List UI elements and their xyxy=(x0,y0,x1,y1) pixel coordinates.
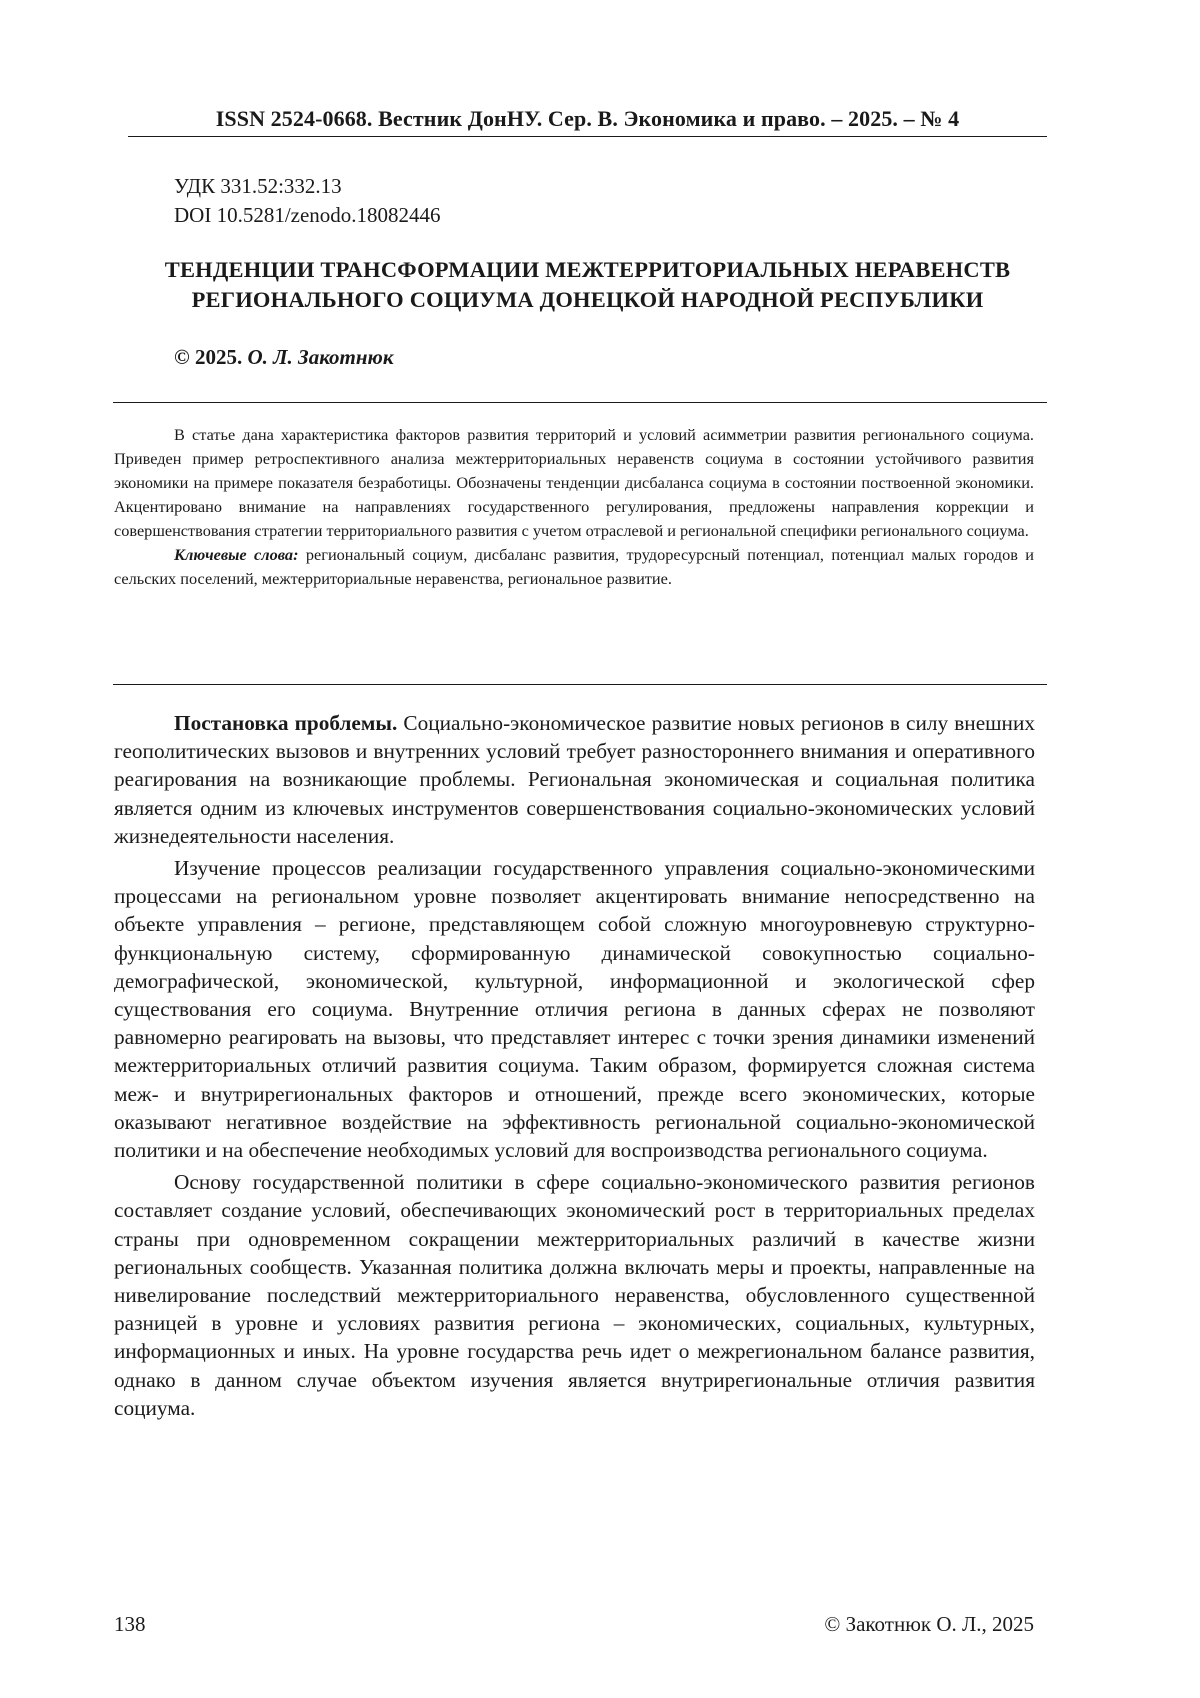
footer-copyright: © Закотнюк О. Л., 2025 xyxy=(824,1612,1034,1636)
paragraph-3: Основу государственной политики в сфере социально-экономического развития регионов составляет создание условий, обеспечивающих экономический рост в территориальных пределах страны при одновременном сокращении межтерриториальных различий в качестве жизни региональных сообществ. Указанная политика должна включать меры и проекты, направленные на нивелирование последствий межтерриториального неравенства, обусловленного существенной разницей в уровне и условиях развития региона – экономических, социальных, культурных, информационных и иных. На уровне государства речь идет о межрегиональном балансе развития, однако в данном случае объектом изучения является внутрирегиональные отличия развития социума. xyxy=(114,1170,1035,1420)
abstract-bottom-divider xyxy=(113,684,1047,685)
byline xyxy=(174,343,394,371)
abstract xyxy=(114,423,1034,591)
keywords xyxy=(114,543,1034,591)
keywords-list: региональный социум, дисбаланс развития, трудоресурсный потенциал, потенциал малых городов и сельских поселений, межтерриториальные неравенства, региональное развитие. xyxy=(114,545,1035,588)
abstract-top-divider xyxy=(113,402,1047,403)
article-body xyxy=(114,709,1035,1426)
running-header: ISSN 2524-0668. Вестник ДонНУ. Сер. В. Экономика и право. – 2025. – № 4 xyxy=(128,106,1047,137)
copyright-year: © 2025. xyxy=(174,345,243,369)
article-title-line-2: РЕГИОНАЛЬНОГО СОЦИУМА ДОНЕЦКОЙ НАРОДНОЙ РЕСПУБЛИКИ xyxy=(191,287,984,312)
author-name: О. Л. Закотнюк xyxy=(247,345,394,369)
page-number: 138 xyxy=(114,1612,146,1636)
udc-code: УДК 331.52:332.13 xyxy=(174,174,342,198)
article-title-line-1: ТЕНДЕНЦИИ ТРАНСФОРМАЦИИ МЕЖТЕРРИТОРИАЛЬНЫХ НЕРАВЕНСТВ xyxy=(164,257,1011,282)
paragraph-1-text: Социально-экономическое развитие новых регионов в силу внешних геополитических вызовов и внутренних условий требует разностороннего внимания и оперативного реагирования на возникающие проблемы. Региональная экономическая и социальная политика является одним из ключевых инструментов совершенствования социально-экономических условий жизнедеятельности населения. xyxy=(114,711,1035,848)
doi: DOI 10.5281/zenodo.18082446 xyxy=(174,203,441,227)
paragraph-2: Изучение процессов реализации государственного управления социально-экономическими процессами на региональном уровне позволяет акцентировать внимание непосредственно на объекте управления – регионе, представляющем собой сложную многоуровневую структурно-функциональную систему, сформированную динамической совокупностью социально-демографической, экономической, культурной, информационной и экологической сфер существования его социума. Внутренние отличия региона в данных сферах не позволяют равномерно реагировать на вызовы, что представляет интерес с точки зрения динамики изменений межтерриториальных отличий развития социума. Таким образом, формируется сложная система меж- и внутрирегиональных факторов и отношений, прежде всего экономических, которые оказывают негативное воздействие на эффективность региональной социально-экономической политики и на обеспечение необходимых условий для воспроизводства регионального социума. xyxy=(114,856,1035,1163)
keywords-label: Ключевые слова: xyxy=(174,545,299,564)
section-lead-heading: Постановка проблемы. xyxy=(174,711,398,735)
abstract-text: В статье дана характеристика факторов развития территорий и условий асимметрии развития регионального социума. Приведен пример ретроспективного анализа межтерриториальных неравенств социума в состоянии устойчивого развития экономики на примере показателя безработицы. Обозначены тенденции дисбаланса социума в состоянии поствоенной экономики. Акцентировано внимание на направлениях государственного регулирования, предложены направления коррекции и совершенствования стратегии территориального развития с учетом отраслевой и региональной специфики регионального социума. xyxy=(114,425,1034,540)
paragraph-problem-statement xyxy=(114,709,1035,850)
article-metadata xyxy=(174,172,441,230)
article-title xyxy=(128,255,1047,315)
